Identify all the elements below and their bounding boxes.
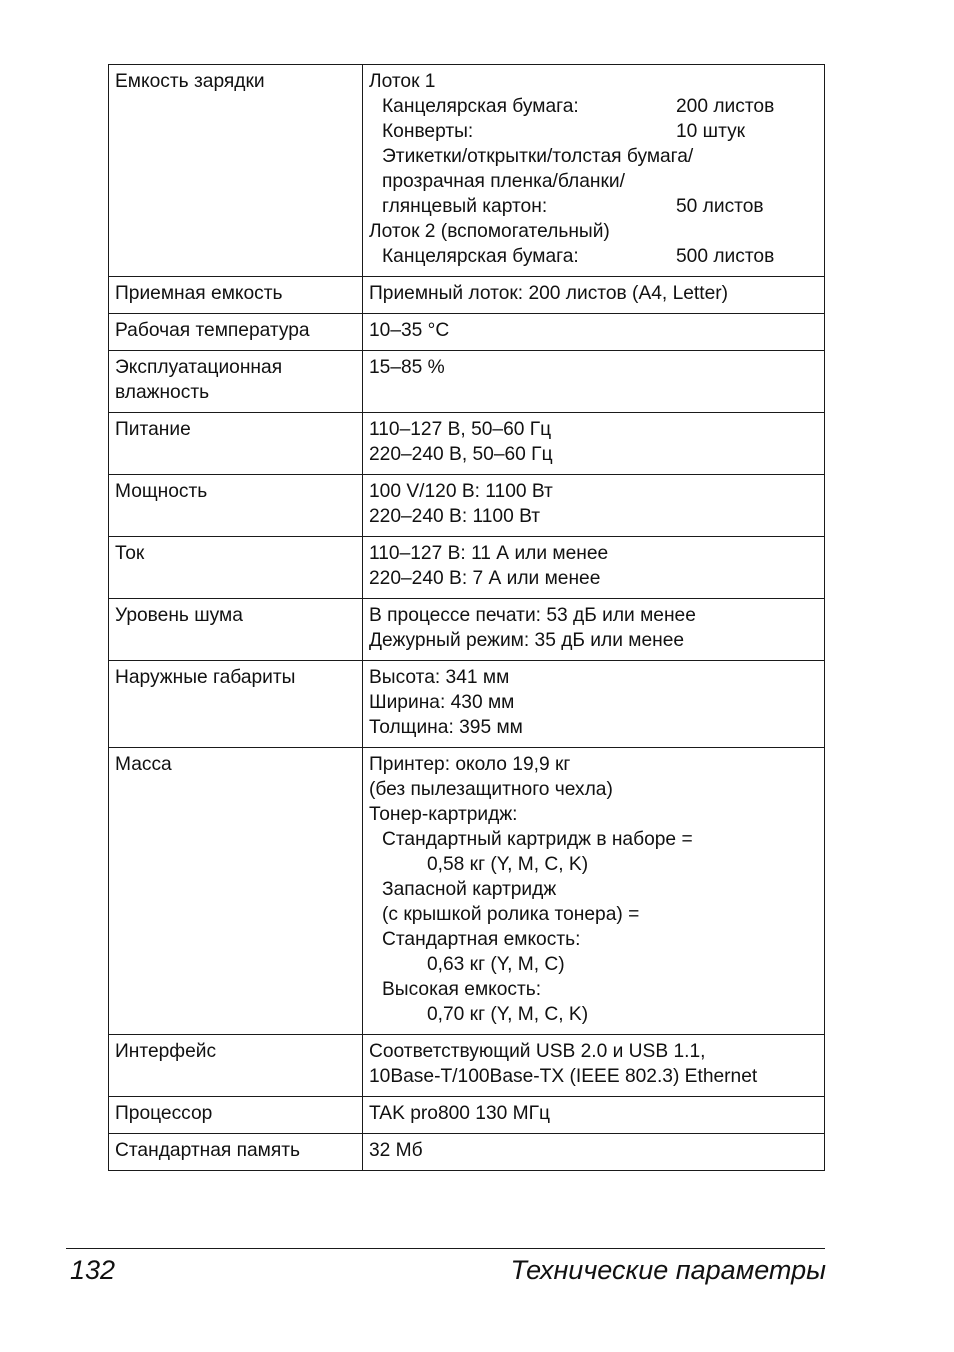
- spec-label-text: Интерфейс: [115, 1041, 217, 1062]
- spec-value: [363, 1134, 825, 1171]
- spec-value-line: Запасной картридж: [382, 879, 557, 900]
- spec-table: [108, 64, 825, 1171]
- spec-label-text: Питание: [115, 419, 191, 440]
- spec-value-amount: 500 листов: [676, 246, 775, 267]
- spec-value-line: Соответствующий USB 2.0 и USB 1.1,: [369, 1041, 706, 1062]
- table-row: [109, 537, 825, 599]
- spec-value: [363, 599, 825, 661]
- spec-value: [363, 537, 825, 599]
- spec-value-line: Ширина: 430 мм: [369, 692, 515, 713]
- spec-label-text: Приемная емкость: [115, 283, 283, 304]
- spec-label-text: Рабочая температура: [115, 320, 310, 341]
- spec-label: [109, 314, 363, 351]
- table-row: [109, 1134, 825, 1171]
- table-row: [109, 748, 825, 1035]
- spec-label: [109, 351, 363, 413]
- spec-value-line: Стандартный картридж в наборе =: [382, 829, 693, 850]
- table-row: [109, 1097, 825, 1134]
- page-number: 132: [70, 1255, 116, 1285]
- spec-label: [109, 599, 363, 661]
- spec-value-line: 32 Мб: [369, 1140, 423, 1161]
- spec-value-line: Принтер: около 19,9 кг: [369, 754, 571, 775]
- spec-value-line: (без пылезащитного чехла): [369, 779, 613, 800]
- spec-value-key: Канцелярская бумага:: [382, 246, 579, 267]
- spec-label-text: Мощность: [115, 481, 208, 502]
- spec-value-pair: [369, 94, 818, 119]
- spec-value-amount: 10 штук: [676, 121, 746, 142]
- spec-value: [363, 661, 825, 748]
- table-row: [109, 661, 825, 748]
- spec-value-line: Этикетки/открытки/толстая бумага/: [382, 146, 694, 167]
- spec-label: [109, 1035, 363, 1097]
- table-row: [109, 475, 825, 537]
- spec-value-line: Приемный лоток: 200 листов (A4, Letter): [369, 283, 729, 304]
- spec-value-line: Лоток 1: [369, 71, 436, 92]
- spec-label-text: Емкость зарядки: [115, 71, 265, 92]
- table-row: [109, 65, 825, 277]
- table-row: [109, 277, 825, 314]
- spec-value-line: TAK pro800 130 МГц: [369, 1103, 551, 1124]
- spec-label: [109, 413, 363, 475]
- table-row: [109, 351, 825, 413]
- spec-value-line: 220–240 В: 1100 Вт: [369, 506, 541, 527]
- spec-label: [109, 1097, 363, 1134]
- spec-value-line: 15–85 %: [369, 357, 445, 378]
- spec-label: [109, 475, 363, 537]
- spec-value-line: 110–127 В, 50–60 Гц: [369, 419, 552, 440]
- spec-value-line: Высокая емкость:: [382, 979, 542, 1000]
- spec-value: [363, 1035, 825, 1097]
- spec-value-line: 10Base-T/100Base-TX (IEEE 802.3) Ethernet: [369, 1066, 758, 1087]
- spec-label-text: Ток: [115, 543, 145, 564]
- spec-value-amount: 200 листов: [676, 96, 775, 117]
- spec-label-text: Уровень шума: [115, 605, 243, 626]
- spec-value: [363, 351, 825, 413]
- spec-label: [109, 65, 363, 277]
- spec-label: [109, 537, 363, 599]
- spec-value-line: 220–240 В, 50–60 Гц: [369, 444, 553, 465]
- spec-value: [363, 314, 825, 351]
- spec-value-pair: [369, 194, 818, 219]
- spec-value-line: Дежурный режим: 35 дБ или менее: [369, 630, 685, 651]
- table-row: [109, 599, 825, 661]
- footer-divider: [66, 1248, 825, 1249]
- spec-value-line: 10–35 °C: [369, 320, 450, 341]
- spec-label: [109, 748, 363, 1035]
- spec-value-key: глянцевый картон:: [382, 196, 548, 217]
- spec-label: [109, 277, 363, 314]
- spec-value-line: 110–127 В: 11 А или менее: [369, 543, 609, 564]
- spec-value-line: прозрачная пленка/бланки/: [382, 171, 625, 192]
- spec-value: [363, 748, 825, 1035]
- spec-value-line: Лоток 2 (вспомогательный): [369, 221, 610, 242]
- spec-value-pair: [369, 244, 818, 269]
- spec-value-amount: 50 листов: [676, 196, 764, 217]
- spec-value-line: (с крышкой ролика тонера) =: [382, 904, 640, 925]
- spec-value-line: 0,63 кг (Y, M, C): [427, 954, 565, 975]
- spec-value-line: Стандартная емкость:: [382, 929, 581, 950]
- spec-label-text: Стандартная память: [115, 1140, 301, 1161]
- spec-value: [363, 277, 825, 314]
- spec-label-text: Масса: [115, 754, 172, 775]
- spec-value: [363, 65, 825, 277]
- spec-value-key: Канцелярская бумага:: [382, 96, 579, 117]
- spec-value-line: Тонер-картридж:: [369, 804, 518, 825]
- spec-label-text: Наружные габариты: [115, 667, 296, 688]
- spec-value-line: В процессе печати: 53 дБ или менее: [369, 605, 696, 626]
- table-row: [109, 314, 825, 351]
- spec-value: [363, 1097, 825, 1134]
- spec-label-text: влажность: [115, 382, 210, 403]
- table-row: [109, 1035, 825, 1097]
- spec-value: [363, 413, 825, 475]
- spec-value-line: 100 V/120 В: 1100 Вт: [369, 481, 553, 502]
- spec-value: [363, 475, 825, 537]
- table-row: [109, 413, 825, 475]
- spec-value-pair: [369, 119, 818, 144]
- spec-label: [109, 661, 363, 748]
- section-title: Технические параметры: [510, 1255, 826, 1285]
- spec-value-line: 220–240 В: 7 А или менее: [369, 568, 601, 589]
- spec-value-line: 0,70 кг (Y, M, C, K): [427, 1004, 589, 1025]
- spec-value-line: 0,58 кг (Y, M, C, K): [427, 854, 589, 875]
- spec-label-text: Процессор: [115, 1103, 213, 1124]
- spec-value-line: Высота: 341 мм: [369, 667, 510, 688]
- spec-label-text: Эксплуатационная: [115, 357, 283, 378]
- spec-value-line: Толщина: 395 мм: [369, 717, 523, 738]
- spec-label: [109, 1134, 363, 1171]
- spec-value-key: Конверты:: [382, 121, 474, 142]
